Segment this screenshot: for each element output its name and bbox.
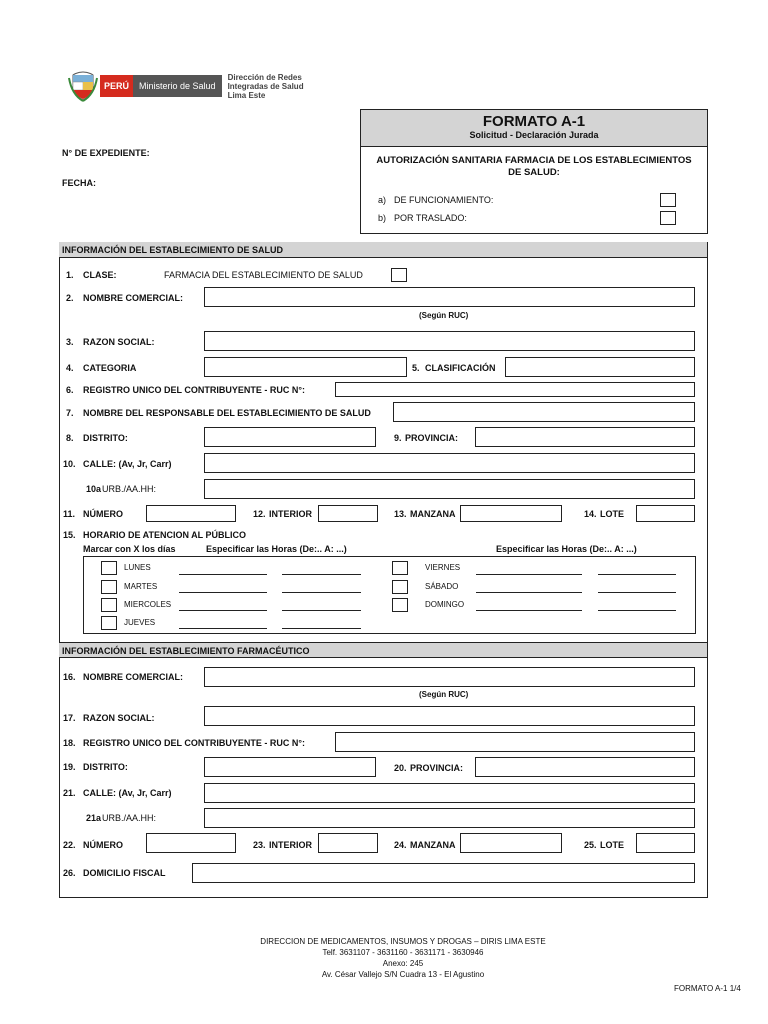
- farm-urb-label: URB./AA.HH:: [102, 813, 157, 823]
- farm-razon-social-input[interactable]: [204, 706, 695, 726]
- manzana-input[interactable]: [460, 505, 562, 522]
- urb-label: URB./AA.HH:: [102, 484, 157, 494]
- farm-calle-input[interactable]: [204, 783, 695, 803]
- field-18-number: 18.: [63, 738, 76, 748]
- farm-provincia-label: PROVINCIA:: [410, 763, 464, 773]
- field-21-number: 21.: [63, 788, 76, 798]
- clasificacion-input[interactable]: [505, 357, 695, 377]
- field-23-number: 23.: [253, 840, 266, 850]
- martes-checkbox[interactable]: [101, 580, 117, 594]
- farm-manzana-input[interactable]: [460, 833, 562, 853]
- martes-hora-desde[interactable]: [179, 592, 267, 593]
- field-6-number: 6.: [66, 385, 74, 395]
- field-8-number: 8.: [66, 433, 74, 443]
- razon-social-input[interactable]: [204, 331, 695, 351]
- field-11-number: 11.: [63, 509, 76, 519]
- farm-distrito-input[interactable]: [204, 757, 376, 777]
- jueves-hora-hasta[interactable]: [282, 628, 361, 629]
- clase-label: CLASE:: [83, 270, 117, 280]
- miercoles-hora-desde[interactable]: [179, 610, 267, 611]
- miercoles-hora-hasta[interactable]: [282, 610, 361, 611]
- farm-nombre-comercial-label: NOMBRE COMERCIAL:: [83, 672, 183, 682]
- sabado-hora-hasta[interactable]: [598, 592, 676, 593]
- expediente-label: N° DE EXPEDIENTE:: [62, 148, 150, 158]
- farm-manzana-label: MANZANA: [410, 840, 456, 850]
- diris-line-3: Lima Este: [227, 90, 266, 100]
- domicilio-fiscal-label: DOMICILIO FISCAL: [83, 868, 166, 878]
- categoria-input[interactable]: [204, 357, 407, 377]
- ruc-input[interactable]: [335, 382, 695, 397]
- miercoles-checkbox[interactable]: [101, 598, 117, 612]
- field-19-number: 19.: [63, 762, 76, 772]
- ministry-badge: Ministerio de Salud: [133, 75, 222, 97]
- especificar-horas-right: Especificar las Horas (De:.. A: ...): [496, 544, 637, 554]
- field-12-number: 12.: [253, 509, 266, 519]
- viernes-checkbox[interactable]: [392, 561, 408, 575]
- day-miercoles: MIERCOLES: [124, 600, 172, 609]
- field-1-number: 1.: [66, 270, 74, 280]
- farm-ruc-input[interactable]: [335, 732, 695, 752]
- farm-interior-label: INTERIOR: [269, 840, 313, 850]
- option-b-label: POR TRASLADO:: [394, 213, 467, 223]
- numero-input[interactable]: [146, 505, 236, 522]
- farm-interior-input[interactable]: [318, 833, 378, 853]
- farm-nombre-comercial-input[interactable]: [204, 667, 695, 687]
- nombre-comercial-label: NOMBRE COMERCIAL:: [83, 293, 183, 303]
- day-martes: MARTES: [124, 582, 158, 591]
- lunes-hora-desde[interactable]: [179, 574, 267, 575]
- provincia-label: PROVINCIA:: [405, 433, 459, 443]
- farm-lote-label: LOTE: [600, 840, 624, 850]
- field-9-number: 9.: [394, 433, 402, 443]
- day-sabado: SÁBADO: [425, 582, 459, 591]
- diris-text: [228, 73, 304, 100]
- domingo-hora-desde[interactable]: [476, 610, 582, 611]
- field-21a-number: 21a: [86, 813, 102, 823]
- marcar-instruction: Marcar con X los días: [83, 544, 176, 554]
- horario-box: [83, 556, 696, 634]
- field-26-number: 26.: [63, 868, 76, 878]
- farm-calle-label: CALLE: (Av, Jr, Carr): [83, 788, 172, 798]
- jueves-hora-desde[interactable]: [179, 628, 267, 629]
- viernes-hora-desde[interactable]: [476, 574, 582, 575]
- provincia-input[interactable]: [475, 427, 695, 447]
- martes-hora-hasta[interactable]: [282, 592, 361, 593]
- farm-distrito-label: DISTRITO:: [83, 762, 128, 772]
- field-14-number: 14.: [584, 509, 597, 519]
- field-13-number: 13.: [394, 509, 407, 519]
- distrito-input[interactable]: [204, 427, 376, 447]
- footer-line-4: Av. César Vallejo S/N Cuadra 13 - El Agustino: [321, 970, 485, 979]
- field-5-number: 5.: [412, 363, 420, 373]
- auth-title-line-1: AUTORIZACIÓN SANITARIA FARMACIA DE LOS ESTABLECIMIENTOS: [376, 155, 692, 166]
- section-health-establishment-header: INFORMACIÓN DEL ESTABLECIMIENTO DE SALUD: [59, 242, 707, 258]
- footer-line-3: Anexo: 245: [382, 959, 424, 968]
- farm-numero-label: NÚMERO: [83, 840, 123, 850]
- funcionamiento-checkbox[interactable]: [660, 193, 676, 207]
- ruc-label: REGISTRO UNICO DEL CONTRIBUYENTE - RUC N°:: [83, 385, 305, 395]
- nombre-comercial-input[interactable]: [204, 287, 695, 307]
- farm-razon-social-label: RAZON SOCIAL:: [83, 713, 155, 723]
- numero-label: NÚMERO: [83, 509, 123, 519]
- option-a-label: DE FUNCIONAMIENTO:: [394, 195, 494, 205]
- field-2-number: 2.: [66, 293, 74, 303]
- clasificacion-label: CLASIFICACIÓN: [425, 363, 496, 373]
- distrito-label: DISTRITO:: [83, 433, 128, 443]
- farm-lote-input[interactable]: [636, 833, 695, 853]
- horario-label: HORARIO DE ATENCION AL PÚBLICO: [83, 530, 247, 540]
- minsa-logo: [68, 70, 304, 102]
- field-7-number: 7.: [66, 408, 74, 418]
- field-4-number: 4.: [66, 363, 74, 373]
- peru-coat-of-arms-icon: [68, 70, 98, 102]
- responsable-input[interactable]: [393, 402, 695, 422]
- page-number: FORMATO A-1 1/4: [674, 984, 741, 993]
- clase-value: FARMACIA DEL ESTABLECIMIENTO DE SALUD: [164, 270, 363, 280]
- peru-badge: PERÚ: [100, 75, 133, 97]
- farm-ruc-label: REGISTRO UNICO DEL CONTRIBUYENTE - RUC N°:: [83, 738, 305, 748]
- domingo-checkbox[interactable]: [392, 598, 408, 612]
- farm-urb-input[interactable]: [204, 808, 695, 828]
- diris-line-1: Dirección de Redes: [227, 72, 302, 82]
- especificar-horas-left: Especificar las Horas (De:.. A: ...): [206, 544, 347, 554]
- traslado-checkbox[interactable]: [660, 211, 676, 225]
- jueves-checkbox[interactable]: [101, 616, 117, 630]
- field-22-number: 22.: [63, 840, 76, 850]
- formato-header: [361, 110, 707, 147]
- interior-input[interactable]: [318, 505, 378, 522]
- field-10a-number: 10a: [86, 484, 102, 494]
- clase-checkbox[interactable]: [391, 268, 407, 282]
- footer-line-1: DIRECCION DE MEDICAMENTOS, INSUMOS Y DROGAS – DIRIS LIMA ESTE: [260, 937, 546, 946]
- day-domingo: DOMINGO: [425, 600, 465, 609]
- diris-line-2: Integradas de Salud: [227, 81, 304, 91]
- domicilio-fiscal-input[interactable]: [192, 863, 695, 883]
- viernes-hora-hasta[interactable]: [598, 574, 676, 575]
- day-jueves: JUEVES: [124, 618, 156, 627]
- lunes-hora-hasta[interactable]: [282, 574, 361, 575]
- field-10-number: 10.: [63, 459, 76, 469]
- categoria-label: CATEGORIA: [83, 363, 137, 373]
- auth-title-line-2: DE SALUD:: [508, 167, 560, 178]
- field-24-number: 24.: [394, 840, 407, 850]
- field-17-number: 17.: [63, 713, 76, 723]
- manzana-label: MANZANA: [410, 509, 456, 519]
- day-lunes: LUNES: [124, 563, 151, 572]
- fecha-label: FECHA:: [62, 178, 96, 188]
- farm-numero-input[interactable]: [146, 833, 236, 853]
- lote-input[interactable]: [636, 505, 695, 522]
- lote-label: LOTE: [600, 509, 624, 519]
- field-15-number: 15.: [63, 530, 76, 540]
- calle-input[interactable]: [204, 453, 695, 473]
- interior-label: INTERIOR: [269, 509, 313, 519]
- domingo-hora-hasta[interactable]: [598, 610, 676, 611]
- razon-social-label: RAZON SOCIAL:: [83, 337, 155, 347]
- urb-input[interactable]: [204, 479, 695, 499]
- auth-title: [361, 155, 707, 179]
- footer: [0, 936, 768, 980]
- footer-line-2: Telf. 3631107 - 3631160 - 3631171 - 3630946: [322, 948, 484, 957]
- sabado-hora-desde[interactable]: [476, 592, 582, 593]
- sabado-checkbox[interactable]: [392, 580, 408, 594]
- form-title: FORMATO A-1: [482, 113, 586, 130]
- day-viernes: VIERNES: [425, 563, 461, 572]
- form-subtitle: Solicitud - Declaración Jurada: [469, 130, 599, 140]
- segun-ruc-note: (Según RUC): [419, 311, 469, 320]
- field-3-number: 3.: [66, 337, 74, 347]
- section-pharmacy-header: INFORMACIÓN DEL ESTABLECIMIENTO FARMACÉUTICO: [59, 642, 707, 658]
- farm-provincia-input[interactable]: [475, 757, 695, 777]
- field-16-number: 16.: [63, 672, 76, 682]
- option-a-letter: a): [378, 195, 387, 205]
- option-b-letter: b): [378, 213, 387, 223]
- lunes-checkbox[interactable]: [101, 561, 117, 575]
- responsable-label: NOMBRE DEL RESPONSABLE DEL ESTABLECIMIENTO DE SALUD: [83, 408, 371, 418]
- field-25-number: 25.: [584, 840, 597, 850]
- farm-segun-ruc-note: (Según RUC): [419, 690, 469, 699]
- field-20-number: 20.: [394, 763, 407, 773]
- calle-label: CALLE: (Av, Jr, Carr): [83, 459, 172, 469]
